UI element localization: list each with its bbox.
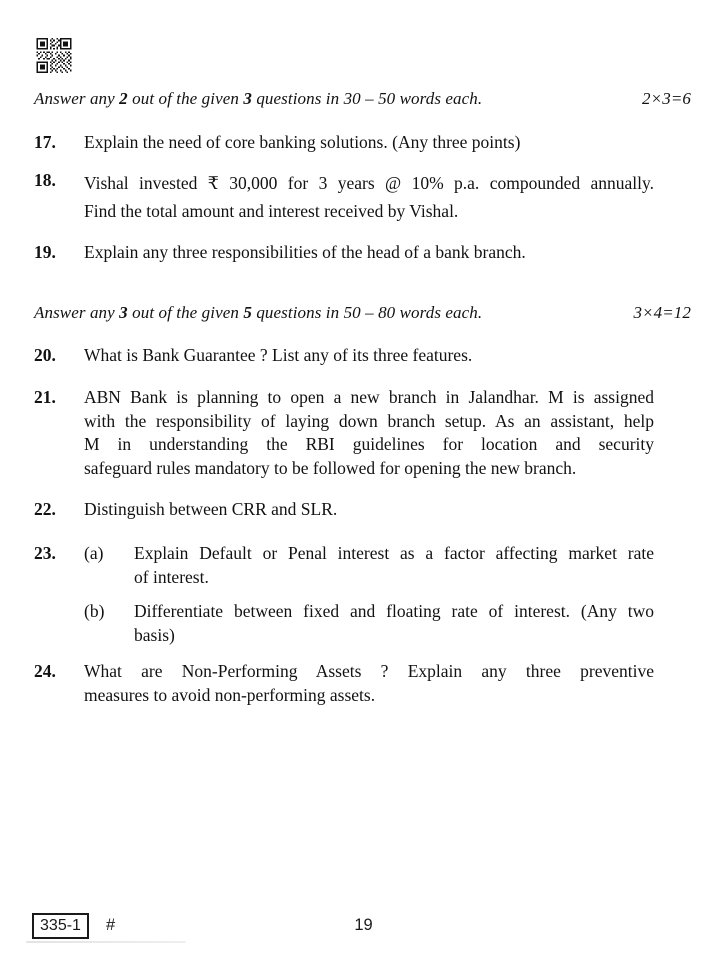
question-23-part-a: [84, 542, 654, 589]
question-number: 20.: [34, 345, 56, 365]
question-20: [34, 344, 691, 368]
section-1-marks: 2×3=6: [642, 89, 691, 108]
part-text: Explain Default or Penal interest as a factor affecting market rate of interest.: [134, 543, 654, 587]
question-17: [34, 131, 691, 155]
question-number: 17.: [34, 132, 56, 152]
instruction-text: Answer any 3 out of the given 5 questions in 50 – 80 words each.: [34, 303, 483, 322]
part-label: (b): [84, 601, 105, 621]
question-text: What are Non-Performing Assets ? Explain any three preventive measures to avoid non-performing assets.: [84, 661, 654, 705]
question-number: 22.: [34, 499, 56, 519]
question-text: Explain the need of core banking solutions. (Any three points): [84, 132, 521, 152]
question-number: 23.: [34, 543, 56, 563]
question-text: Explain any three responsibilities of the head of a bank branch.: [84, 242, 526, 262]
question-18: [34, 169, 691, 225]
paper-code-box: [32, 913, 89, 939]
question-number: 21.: [34, 387, 56, 407]
question-text: ABN Bank is planning to open a new branch in Jalandhar. M is assigned with the responsibility of laying down branch setup. As an assistant, help M in understanding the RBI guidelines for location and security safeguard rules mandatory to be followed for opening the new branch.: [84, 387, 654, 478]
section-2-marks: 3×4=12: [633, 303, 691, 322]
question-21: [34, 386, 691, 480]
question-parts: [84, 542, 654, 647]
question-text: What is Bank Guarantee ? List any of its three features.: [84, 345, 473, 365]
question-22: [34, 498, 691, 522]
question-text: Distinguish between CRR and SLR.: [84, 499, 338, 519]
page-number: 19: [354, 916, 373, 934]
part-label: (a): [84, 543, 104, 563]
hash-mark: #: [106, 916, 116, 934]
question-number: 19.: [34, 242, 56, 262]
question-19: [34, 241, 691, 265]
section-2-instruction: [34, 301, 691, 325]
scan-artifact: [26, 941, 186, 943]
question-number: 24.: [34, 661, 56, 681]
qr-code-icon: [36, 38, 72, 73]
question-text: Vishal invested ₹ 30,000 for 3 years @ 10% p.a. compounded annually. Find the total amount and interest received by Vishal.: [84, 173, 654, 221]
part-text: Differentiate between fixed and floating rate of interest. (Any two basis): [134, 601, 654, 645]
question-23: [34, 542, 691, 647]
instruction-text: Answer any 2 out of the given 3 questions in 30 – 50 words each.: [34, 89, 483, 108]
section-1-instruction: [34, 87, 691, 111]
question-24: [34, 660, 691, 707]
question-number: 18.: [34, 170, 56, 190]
paper-code: 335-1: [40, 917, 81, 934]
question-23-part-b: [84, 600, 654, 647]
